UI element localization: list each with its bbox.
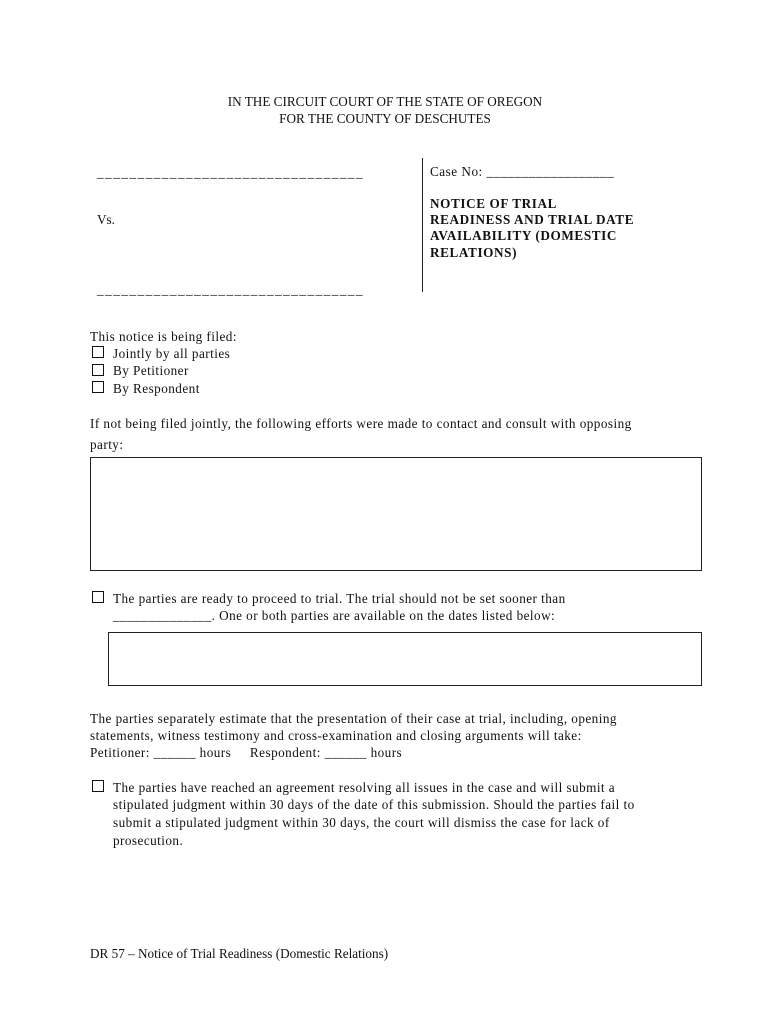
respondent-label: By Respondent xyxy=(113,381,200,396)
case-number-field[interactable]: Case No: __________________ xyxy=(430,164,615,179)
agreement-text: prosecution. xyxy=(113,833,184,848)
filing-intro: This notice is being filed: xyxy=(90,329,237,344)
agreement-text: submit a stipulated judgment within 30 days, the court will dismiss the case for lack of xyxy=(113,815,610,830)
hours-estimate-fields[interactable]: Petitioner: ______ hours Respondent: ______ hours xyxy=(90,745,403,760)
petitioner-checkbox[interactable] xyxy=(92,364,104,376)
petitioner-blank[interactable]: _________________________________ xyxy=(97,165,365,180)
agreement-text: The parties have reached an agreement resolving all issues in the case and will submit a xyxy=(113,780,616,795)
ready-text: The parties are ready to proceed to trial. The trial should not be set sooner than xyxy=(113,591,566,606)
contact-efforts-text: party: xyxy=(90,437,124,452)
contact-efforts-text: If not being filed jointly, the following efforts were made to contact and consult with opposing xyxy=(90,416,632,431)
jointly-checkbox[interactable] xyxy=(92,346,104,358)
jointly-label: Jointly by all parties xyxy=(113,346,231,361)
agreement-checkbox[interactable] xyxy=(92,780,104,792)
form-title-line: AVAILABILITY (DOMESTIC xyxy=(430,228,618,243)
form-title-line: READINESS AND TRIAL DATE xyxy=(430,212,635,227)
form-footer: DR 57 – Notice of Trial Readiness (Domestic Relations) xyxy=(90,946,389,961)
court-name: IN THE CIRCUIT COURT OF THE STATE OF OREGON xyxy=(227,94,543,109)
estimate-text: statements, witness testimony and cross-examination and closing arguments will take: xyxy=(90,728,582,743)
form-title-line: NOTICE OF TRIAL xyxy=(430,196,557,211)
agreement-text: stipulated judgment within 30 days of the date of this submission. Should the parties fail to xyxy=(113,797,635,812)
respondent-blank[interactable]: _________________________________ xyxy=(97,282,365,297)
county-name: FOR THE COUNTY OF DESCHUTES xyxy=(279,111,491,126)
estimate-text: The parties separately estimate that the presentation of their case at trial, including, opening xyxy=(90,711,617,726)
form-title-line: RELATIONS) xyxy=(430,245,518,260)
respondent-checkbox[interactable] xyxy=(92,381,104,393)
caption-divider xyxy=(422,158,423,292)
available-dates-textarea[interactable] xyxy=(108,632,702,686)
vs-label: Vs. xyxy=(97,212,115,227)
contact-efforts-textarea[interactable] xyxy=(90,457,702,571)
petitioner-label: By Petitioner xyxy=(113,363,189,378)
ready-checkbox[interactable] xyxy=(92,591,104,603)
ready-text: ______________. One or both parties are available on the dates listed below: xyxy=(113,608,556,623)
